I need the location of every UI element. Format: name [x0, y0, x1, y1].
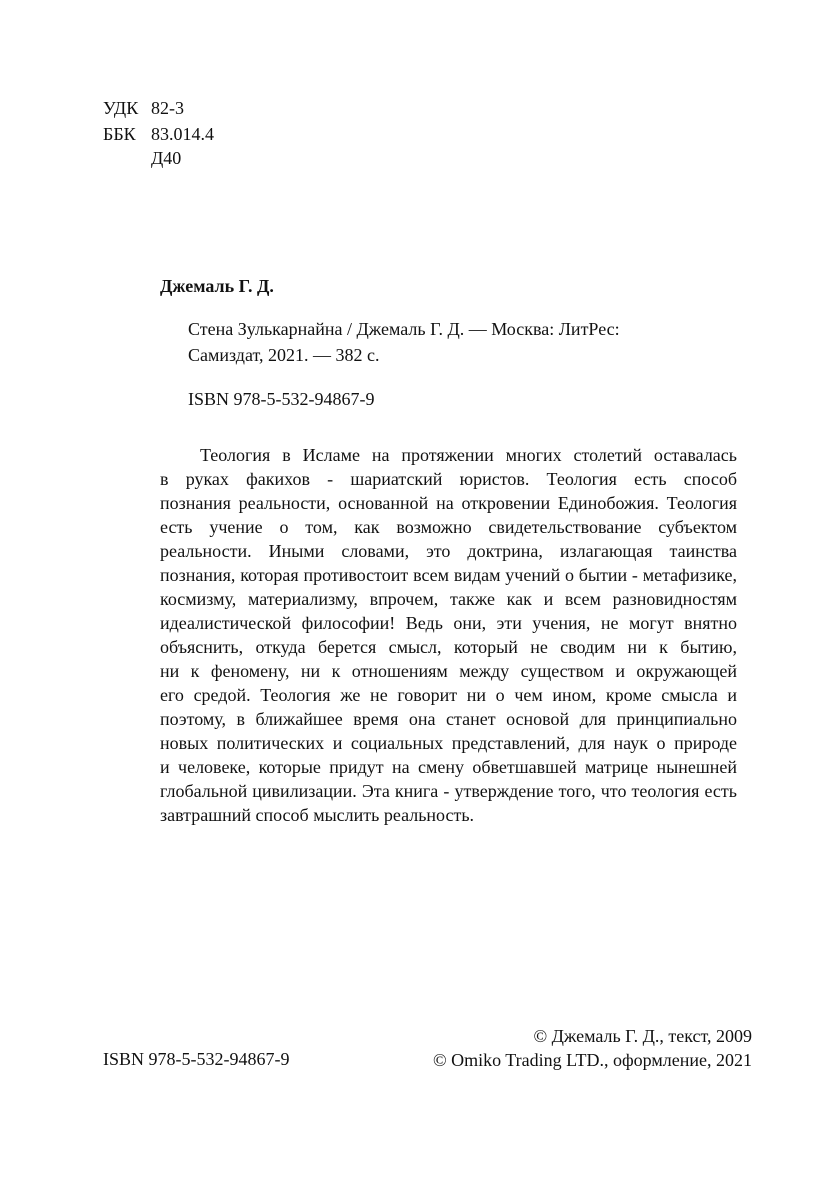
- abstract-line: космизму, материализму, впрочем, также как и всем разновидностям: [160, 589, 737, 609]
- abstract-line: познания, которая противостоит всем видам учений о бытии - метафизике,: [160, 565, 737, 585]
- copyright-text: © Джемаль Г. Д., текст, 2009: [533, 1026, 752, 1046]
- bbk-label: ББК: [103, 124, 136, 144]
- abstract-line: ни к феномену, ни к отношениям между существом и окружающей: [160, 661, 737, 681]
- abstract-line: познания реальности, основанной на откровении Единобожия. Теология: [160, 493, 737, 513]
- abstract-line: поэтому, в ближайшее время она станет основой для принципиально: [160, 709, 737, 729]
- author-code: Д40: [151, 148, 182, 168]
- abstract-line: новых политических и социальных представлений, для наук о природе: [160, 733, 737, 753]
- abstract: [160, 443, 737, 827]
- isbn-bottom: ISBN 978-5-532-94867-9: [103, 1049, 290, 1069]
- abstract-line: его средой. Теология же не говорит ни о чем ином, кроме смысла и: [160, 685, 737, 705]
- copyright-design: © Omiko Trading LTD., оформление, 2021: [432, 1050, 752, 1070]
- udk-line: [103, 95, 184, 121]
- abstract-line: объяснить, откуда берется смысл, который не сводим ни к бытию,: [160, 637, 737, 657]
- bbk-value: 83.014.4: [151, 124, 214, 144]
- reference-line: Самиздат, 2021. — 382 с.: [188, 345, 380, 365]
- abstract-line: Теология в Исламе на протяжении многих столетий оставалась: [200, 445, 737, 465]
- bbk-line: [103, 121, 214, 147]
- abstract-line: глобальной цивилизации. Эта книга - утверждение того, что теология есть: [160, 781, 737, 801]
- reference-line: Стена Зулькарнайна / Джемаль Г. Д. — Москва: ЛитРес:: [188, 319, 620, 339]
- abstract-line: реальности. Иными словами, это доктрина, излагающая таинства: [160, 541, 737, 561]
- bibliographic-reference: [188, 316, 620, 368]
- udk-label: УДК: [103, 98, 139, 118]
- copyright-block: [433, 1024, 752, 1072]
- abstract-line: завтрашний способ мыслить реальность.: [160, 805, 475, 825]
- abstract-line: в руках факихов - шариатский юристов. Теология есть способ: [160, 469, 737, 489]
- abstract-line: есть учение о том, как возможно свидетельствование субъектом: [160, 517, 737, 537]
- isbn-top: ISBN 978-5-532-94867-9: [188, 389, 375, 409]
- udk-value: 82-3: [151, 98, 184, 118]
- author-heading: Джемаль Г. Д.: [160, 276, 274, 296]
- abstract-line: идеалистической философии! Ведь они, эти учения, не могут внятно: [160, 613, 737, 633]
- abstract-line: и человеке, которые придут на смену обветшавшей матрице нынешней: [160, 757, 737, 777]
